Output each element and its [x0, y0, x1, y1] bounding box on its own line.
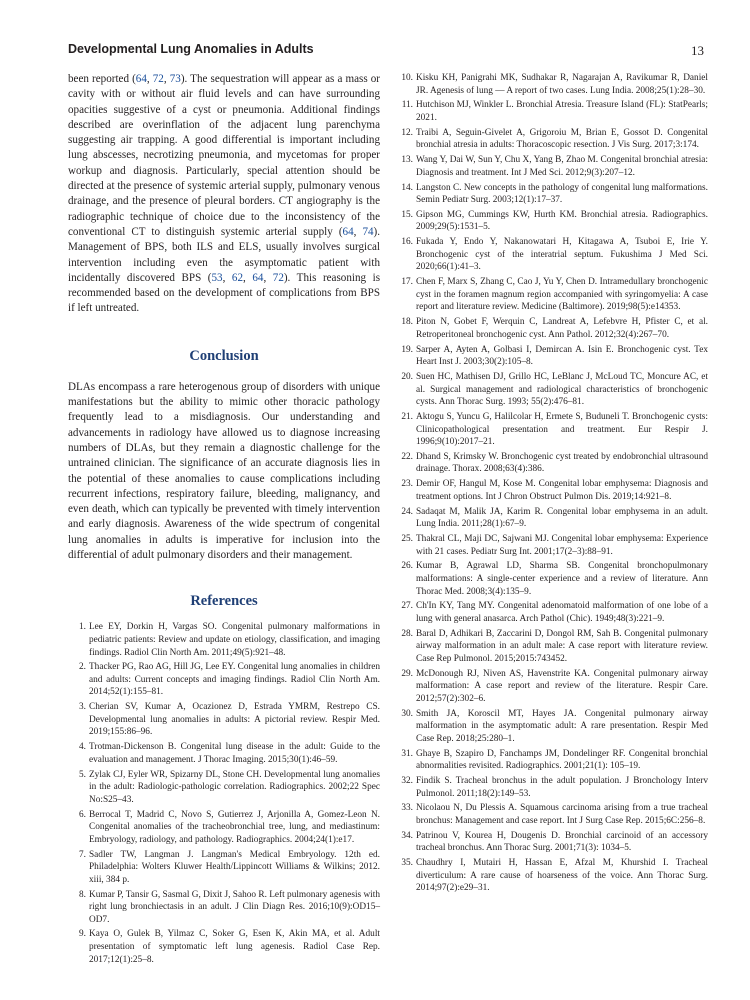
- reference-item: [398, 830, 708, 855]
- reference-text: Ghaye B, Szapiro D, Fanchamps JM, Dondelinger RF. Congenital bronchial abnormalities revisited. Radiographics. 2001;21(1): 105–19.: [416, 748, 708, 772]
- reference-text: Hutchison MJ, Winkler L. Bronchial Atresia. Treasure Island (FL): StatPearls; 2021.: [416, 100, 708, 123]
- reference-text: Kisku KH, Panigrahi MK, Sudhakar R, Nagarajan A, Ravikumar R, Daniel JR. Agenesis of lung — A report of two cases. Lung India. 2008;25(1):28–30.: [416, 73, 708, 96]
- reference-text: Sadler TW, Langman J. Langman's Medical Embryology. 12th ed. Philadelphia: Wolters Kluwer Health/Lippincott Williams & Wilkins; 2012. xiii, 384 p.: [89, 849, 380, 885]
- reference-text: Wang Y, Dai W, Sun Y, Chu X, Yang B, Zhao M. Congenital bronchial atresia: Diagnosis and treatment. Int J Med Sci. 2012;9(3):207–12.: [416, 155, 708, 178]
- reference-item: [68, 849, 380, 887]
- reference-number: 23.: [401, 479, 413, 490]
- reference-text: McDonough RJ, Niven AS, Havenstrite KA. Congenital pulmonary airway malformation: A case report and review of the literature. Respir Care. 2012;57(2):302–6.: [416, 668, 708, 704]
- reference-item: [398, 72, 708, 97]
- reference-item: [68, 889, 380, 927]
- reference-item: [398, 411, 708, 449]
- reference-text: Langston C. New concepts in the pathology of congenital lung malformations. Semin Pediatr Surg. 2003;12(1):17–37.: [416, 182, 708, 206]
- reference-item: [398, 600, 708, 625]
- reference-text: Findik S. Tracheal bronchus in the adult population. J Bronchology Interv Pulmonol. 2011;18(2):149–53.: [416, 776, 708, 799]
- reference-number: 8.: [79, 889, 86, 900]
- reference-number: 12.: [401, 127, 413, 138]
- reference-number: 4.: [79, 742, 86, 753]
- reference-text: Aktogu S, Yuncu G, Halilcolar H, Ermete S, Buduneli T. Bronchogenic cysts: Clinicopathological presentation and treatment. Eur Respir J. 1996;9(10):2017–21.: [416, 411, 708, 448]
- reference-item: [398, 533, 708, 558]
- references-heading: References: [190, 593, 258, 610]
- reference-number: 2.: [79, 662, 86, 673]
- reference-number: 21.: [401, 411, 413, 422]
- reference-item: [68, 769, 380, 807]
- left-column: [68, 72, 380, 968]
- reference-number: 33.: [401, 803, 413, 814]
- reference-item: [68, 701, 380, 739]
- reference-item: [398, 236, 708, 274]
- reference-item: [68, 621, 380, 659]
- reference-number: 5.: [79, 769, 86, 780]
- reference-number: 15.: [401, 209, 413, 220]
- reference-text: Ch'In KY, Tang MY. Congenital adenomatoid malformation of one lobe of a lung with general anasarca. Arch Pathol (Chic). 1949;48(3):221–9.: [416, 601, 708, 624]
- citation-link[interactable]: 72: [152, 73, 164, 85]
- reference-item: [398, 560, 708, 598]
- reference-number: 11.: [401, 100, 413, 111]
- citation-link[interactable]: 53: [211, 271, 223, 284]
- reference-list-left: [68, 621, 380, 966]
- reference-text: Fukada Y, Endo Y, Nakanowatari H, Kitagawa A, Tsuboi E, Irie Y. Bronchogenic cyst of the interatrial septum. Fukushima J Med Sci. 2020;66(1):41–3.: [416, 237, 708, 273]
- reference-item: [398, 344, 708, 369]
- reference-text: Smith JA, Koroscil MT, Hayes JA. Congenital pulmonary airway malformation in the asymptomatic adult: A rare presentation. Respir Med Case Rep. 2018;25:280–1.: [416, 708, 708, 744]
- reference-text: Kaya O, Gulek B, Yilmaz C, Soker G, Esen K, Akin MA, et al. Adult presentation of symptomatic left lung agenesis. Radiol Case Rep. 2017;12(1):25–8.: [89, 929, 380, 965]
- reference-text: Lee EY, Dorkin H, Vargas SO. Congenital pulmonary malformations in pediatric patients: Review and update on etiology, classification, and imaging findings. Radiol Clin North Am. 2011;49(5):921–48.: [89, 622, 380, 658]
- reference-item: [68, 928, 380, 966]
- citation-link[interactable]: 74: [362, 225, 374, 238]
- reference-item: [398, 182, 708, 207]
- reference-number: 17.: [401, 277, 413, 288]
- reference-number: 14.: [401, 182, 413, 193]
- reference-number: 34.: [401, 830, 413, 841]
- reference-list-right: [398, 72, 708, 895]
- reference-number: 25.: [401, 534, 413, 544]
- conclusion-paragraph: DLAs encompass a rare heterogenous group of disorders with unique manifestations but the ability to mimic other thoracic pathology frequently lead to a misdiagnosis. Our understanding and advancements in radiology have allowed us to diagnose increasing numbers of DLAs, but they remain a diagnostic challenge for the untrained clinician. The significance of an accurate diagnosis lies in the potential of these anomalies to cause complications including recurrent infections, respiratory failure, bleeding, malignancy, and even death, which can typically be prevented with timely intervention and early diagnosis. Awareness of the wide spectrum of congenital lung anomalies in adults is imperative for inclusion into the differential of adult pulmonary disorders and their management.: [68, 380, 380, 562]
- right-column: [398, 72, 708, 897]
- reference-text: Trotman-Dickenson B. Congenital lung disease in the adult: Guide to the evaluation and management. J Thorac Imaging. 2015;30(1):46–59.: [89, 742, 380, 765]
- reference-number: 31.: [401, 748, 413, 759]
- reference-item: [398, 857, 708, 895]
- page-number: 13: [691, 43, 704, 58]
- reference-number: 30.: [401, 708, 413, 719]
- reference-number: 22.: [401, 451, 413, 462]
- citation-link[interactable]: 64: [252, 271, 264, 284]
- conclusion-heading: Conclusion: [189, 347, 259, 364]
- reference-item: [398, 276, 708, 314]
- reference-text: Sadaqat M, Malik JA, Karim R. Congenital lobar emphysema in an adult. Lung India. 2011;28(1):67–9.: [416, 506, 708, 530]
- reference-item: [398, 154, 708, 179]
- reference-item: [398, 748, 708, 773]
- intro-paragraph: been reported (64, 72, 73). The sequestration will appear as a mass or cavity with or without air fluid levels and can have surrounding opacities suggestive of a cyst or pneumonia. Additional findings described are overinflation of the adjacent lung parenchyma suggesting air trapping. A good differential is important including lung abscesses, necrotizing pneumonia, and mycetomas for proper workup and diagnosis. Particularly, special attention should be directed at the presence of systemic arterial supply, pulmonary venous drainage, and the presence of pleural borders. CT angiography is the radiographic technique of choice due to the inconsistency of the conventional CT to distinguish systemic arterial supply (64, 74). Management of BPS, both ILS and ELS, usually involves surgical intervention including even the asymptomatic patient with incidentally discovered BPS (53, 62, 64, 72). This reasoning is recommended based on the development of complications from BPS if left untreated.: [68, 73, 381, 315]
- reference-item: [398, 478, 708, 503]
- reference-item: [398, 371, 708, 409]
- reference-item: [398, 316, 708, 341]
- reference-number: 20.: [401, 371, 413, 382]
- reference-number: 28.: [401, 628, 413, 639]
- reference-item: [68, 741, 380, 766]
- reference-item: [398, 802, 708, 827]
- reference-text: Demir OF, Hangul M, Kose M. Congenital lobar emphysema: Diagnosis and treatment options. Int J Chron Obstruct Pulmon Dis. 2019;14:921–8.: [416, 479, 708, 502]
- reference-text: Kumar P, Tansir G, Sasmal G, Dixit J, Sahoo R. Left pulmonary agenesis with right lung bronchiectasis in an adult. J Clin Diagn Res. 2016;10(9):OD15–OD7.: [89, 889, 380, 925]
- reference-number: 7.: [79, 849, 86, 860]
- reference-number: 3.: [79, 702, 86, 713]
- reference-number: 16.: [401, 237, 413, 248]
- reference-number: 24.: [401, 506, 413, 517]
- reference-item: [398, 209, 708, 234]
- citation-link[interactable]: 64: [342, 225, 354, 238]
- reference-text: Thacker PG, Rao AG, Hill JG, Lee EY. Congenital lung anomalies in children and adults: Current concepts and imaging findings. Radiol Clin North Am. 2014;52(1):155–81.: [89, 662, 380, 698]
- reference-number: 19.: [401, 344, 413, 355]
- reference-item: [398, 628, 708, 666]
- reference-text: Sarper A, Ayten A, Golbasi I, Demircan A. Isin E. Bronchogenic cyst. Tex Heart Inst J. 2003;30(2):105–8.: [416, 344, 708, 368]
- reference-item: [398, 708, 708, 746]
- reference-text: Cherian SV, Kumar A, Ocazionez D, Estrada YMRM, Restrepo CS. Developmental lung anomalies in adults: A pictorial review. Respir Med. 2019;155:86–96.: [89, 702, 380, 738]
- reference-text: Piton N, Gobet F, Werquin C, Landreat A, Lefebvre H, Pfister C, et al. Retroperitoneal bronchogenic cyst. Ann Pathol. 2012;32(4):267–70.: [416, 317, 708, 340]
- reference-text: Chen F, Marx S, Zhang C, Cao J, Yu Y, Chen D. Intramedullary bronchogenic cyst in the foramen magnum region accompanied with syringomyelia: A case report and literature review. Medicine (Baltimore). 2019;98(5):e14353.: [416, 277, 708, 313]
- reference-number: 1.: [79, 622, 86, 633]
- reference-item: [398, 668, 708, 706]
- reference-text: Traibi A, Seguin-Givelet A, Grigoroiu M, Brian E, Gossot D. Congenital bronchial atresia in adults: Thoracoscopic resection. J Vis Surg. 2017;3:174.: [416, 127, 708, 151]
- reference-text: Baral D, Adhikari B, Zaccarini D, Dongol RM, Sah B. Congenital pulmonary airway malformation in an adult male: A case report with literature review. Case Rep Pulmonol. 2015;2015:743452.: [416, 628, 708, 664]
- reference-text: Kumar B, Agrawal LD, Sharma SB. Congenital bronchopulmonary malformations: A single-center experience and a review of literature. Ann Thorac Med. 2008;3(4):135–9.: [416, 561, 708, 597]
- reference-text: Gipson MG, Cummings KW, Hurth KM. Bronchial atresia. Radiographics. 2009;29(5):1531–5.: [416, 209, 708, 233]
- reference-number: 32.: [401, 776, 413, 786]
- reference-text: Dhand S, Krimsky W. Bronchogenic cyst treated by endobronchial ultrasound drainage. Thorax. 2008;63(4):386.: [416, 451, 708, 475]
- citation-link[interactable]: 64: [135, 73, 147, 85]
- reference-item: [398, 506, 708, 531]
- reference-number: 29.: [401, 668, 413, 679]
- reference-number: 18.: [401, 317, 413, 328]
- citation-link[interactable]: 72: [272, 271, 284, 284]
- reference-text: Suen HC, Mathisen DJ, Grillo HC, LeBlanc J, McLoud TC, Moncure AC, et al. Surgical management and radiological characteristics of bronchogenic cysts. Ann Thorac Surg. 1993; 55(2):476–81.: [416, 371, 708, 408]
- reference-text: Patrinou V, Kourea H, Dougenis D. Bronchial carcinoid of an accessory tracheal bronchus. Ann Thorac Surg. 2001;71(3): 1034–5.: [416, 830, 708, 854]
- reference-text: Zylak CJ, Eyler WR, Spizarny DL, Stone CH. Developmental lung anomalies in the adult: Radiologic-pathologic correlation. Radiographics. 2002;22 Spec No:S25–43.: [89, 769, 380, 805]
- reference-item: [398, 127, 708, 152]
- reference-text: Berrocal T, Madrid C, Novo S, Gutierrez J, Arjonilla A, Gomez-Leon N. Congenital anomalies of the tracheobronchial tree, lung, and mediastinum: Embryology, radiology, and pathology. Radiographics. 2004;24(1):e17.: [89, 809, 380, 845]
- reference-number: 26.: [401, 561, 413, 572]
- reference-text: Chaudhry I, Mutairi H, Hassan E, Afzal M, Khurshid I. Tracheal diverticulum: A rare cause of hoarseness of the voice. Ann Thorac Surg. 2014;97(2):e29–31.: [416, 858, 708, 894]
- reference-item: [398, 451, 708, 476]
- citation-link[interactable]: 62: [231, 271, 244, 284]
- reference-number: 9.: [79, 929, 86, 940]
- reference-item: [398, 775, 708, 800]
- citation-link[interactable]: 73: [169, 73, 181, 85]
- reference-text: Nicolaou N, Du Plessis A. Squamous carcinoma arising from a true tracheal bronchus: Management and case report. Int J Surg Case Rep. 2015;6C:256–8.: [416, 803, 708, 826]
- reference-item: [68, 661, 380, 699]
- reference-number: 27.: [401, 601, 413, 612]
- reference-number: 10.: [401, 73, 413, 83]
- reference-number: 13.: [401, 155, 413, 166]
- reference-item: [398, 99, 708, 124]
- reference-item: [68, 809, 380, 847]
- reference-text: Thakral CL, Maji DC, Sajwani MJ. Congenital lobar emphysema: Experience with 21 cases. Pediatr Surg Int. 2001;17(2–3):88–91.: [416, 534, 708, 557]
- reference-number: 35.: [401, 858, 413, 869]
- running-title: Developmental Lung Anomalies in Adults: [68, 42, 314, 56]
- reference-number: 6.: [79, 809, 86, 820]
